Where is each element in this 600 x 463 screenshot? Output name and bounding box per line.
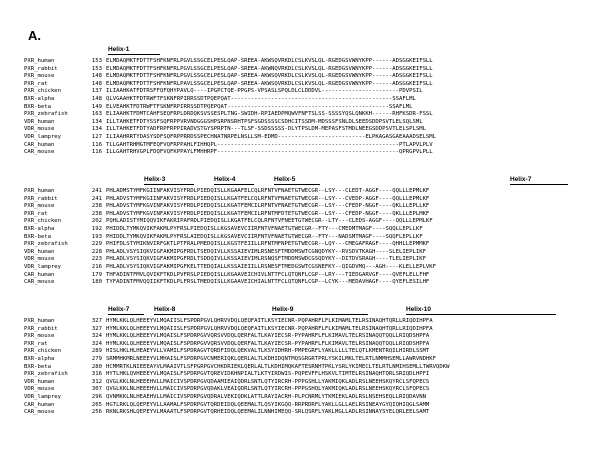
alignment-row xyxy=(24,203,584,211)
alignment-row xyxy=(24,341,584,349)
species-name: PXR_chicken xyxy=(24,88,62,95)
sequence: SRMMHKMRLNEEEYVLMHAISLFSPDRPGVCNMERIQKLQERLALTLKDHIDQNTMQSGRGRTPRLYSKILMKLTELRTLNMMHSEMLLAWRVNDHKF xyxy=(106,355,437,362)
sequence: TYFADINTFMVQQIIKFTKDLPLFRSLTMEDQISLLKGAAVEICHIALNTTFCLQTQNFLCGP--LCYK---MEDAVHAGF----QYEFLESILHF xyxy=(106,279,430,286)
alignment-block xyxy=(24,176,584,287)
alignment-row xyxy=(24,333,584,341)
residue-number: 148 xyxy=(91,95,102,102)
residue-number: 202 xyxy=(91,218,102,225)
helix-bar xyxy=(154,314,200,315)
helix-label xyxy=(144,176,194,185)
species-name: PXR_mouse xyxy=(24,333,55,340)
residue-number: 241 xyxy=(91,188,102,194)
residue-number: 216 xyxy=(91,263,102,270)
helix-bar xyxy=(510,184,568,185)
sequence: HYTLHKLQVHEEEYVLMQAISLFSPDRPGVTQREVIDKHNPIALTLKTYIRDWIS-PQPEVFFLHSKVLTIMTELRSINAQHTQRLSRIQDLHPFI xyxy=(106,371,430,378)
alignment-row xyxy=(24,279,584,287)
residue-number: 116 xyxy=(91,149,102,156)
alignment-row xyxy=(24,142,584,150)
sequence: ILIAAHRRTYDASYSDFSQFRPPRRDSSPECHNATNRPELNSLLSM-EDMD--------------------------ELPKAGASGAEAAADSELSML xyxy=(106,133,437,140)
helix-label xyxy=(272,306,368,315)
residue-number: 296 xyxy=(91,393,102,400)
helix-label xyxy=(214,176,254,185)
species-name: BXR-beta xyxy=(24,103,51,110)
alignment-row xyxy=(24,371,584,379)
species-name: PXR_mouse xyxy=(24,73,55,80)
sequence: PHLADLVSYSIQKVIGFAKMIPGFRDLTSDDQIVLLKSSAIEVIMLRSNQSFTMDDMSWDCGSQDYKY--DITDVSRAGH----TLELIEPLIKF xyxy=(106,256,426,263)
species-name: PXR_zebrafish xyxy=(24,241,68,248)
alignment-row xyxy=(24,264,584,272)
species-name: PXR_chicken xyxy=(24,348,62,355)
species-name: BXR-beta xyxy=(24,233,51,240)
sequence: ILIAAHKATFDTRSFFQFQHYPAVLQ----IPGPCTQE-PPGPS-VPSASLSPQLDLCLDDDVL-----------------------PDVPSIL xyxy=(106,88,423,95)
alignment-row xyxy=(24,379,584,387)
residue-number: 327 xyxy=(91,318,102,324)
helix-label-text: Helix-7 xyxy=(108,306,130,313)
alignment-row xyxy=(24,111,584,119)
residue-number: 324 xyxy=(91,333,102,340)
sequence: PHLADLVSYSIQKVIGFAKMIPGFKELTTEDQIALLKSSAIEIILLRSNESFTMEDGSWTCGSNEFKY--QIGDVMQ---AGH----KLELLEPLVKF xyxy=(106,263,437,270)
residue-number: 316 xyxy=(91,371,102,378)
helix-label-text: Helix-8 xyxy=(154,306,176,313)
residue-number: 153 xyxy=(91,65,102,72)
alignment-row xyxy=(24,326,584,334)
sequence: HYMLKKLQLHEEEYVLMQAIISLFSPDRPGVLQHRVVDQLQEQFAITLKSYIECNR-PQPAHRFLFLKIMAMLTELRSINAQHTQRLLRIQDIHPFA xyxy=(106,318,433,324)
residue-number: 137 xyxy=(91,88,102,95)
sequence: ILLTAHKETFDTYADFRPFRPPIRADVSTGYSPRPTN---TLSF-SSDSSSSS-DLYTPSLDM-MEPASFSTMDLNEEGSDDPSVTLELSPLSML xyxy=(106,126,426,133)
helix-label-text: Helix-5 xyxy=(274,176,296,183)
residue-number: 223 xyxy=(91,256,102,263)
helix-bar xyxy=(272,314,368,315)
species-name: CAR_human xyxy=(24,141,55,148)
alignment-row xyxy=(24,402,584,410)
residue-number: 192 xyxy=(91,225,102,232)
helix-label xyxy=(510,176,568,185)
alignment-row xyxy=(24,234,584,242)
sequence: QVNMKKLNLHEAEHVLLMAICIVSPDRPGVQDRALVEKIQDKLATTLRAYIACRH-PLPCNRMLYTKMIEKLADLRSLNSEHSEQLLRIQDAVNN xyxy=(106,393,426,400)
sequence: PHLADMSTYMFKGIINFAKVISYFRDLPIEDQISLLKGAAFELCQLRFNTVFNAETGTWECGR--LSY---CLEDT-AGGF----QQLLLEPMLKF xyxy=(106,188,430,194)
alignment-row xyxy=(24,88,584,96)
helix-label xyxy=(406,306,556,315)
helix-label-text: Helix-1 xyxy=(108,46,130,53)
residue-number: 238 xyxy=(91,203,102,210)
species-name: PXR_zebrafish xyxy=(24,371,68,378)
alignment-row xyxy=(24,226,584,234)
alignment-row xyxy=(24,188,584,196)
sequence: PQHLADISTYMIQQVIKFAKRIPAFRDLPIEDQISLLKGATFELCQLRFNTVFNEETGTWECGR--LTY---CLEDS-AGGF----QQLLLEPMLKF xyxy=(106,218,433,225)
species-name: CAR_mouse xyxy=(24,279,55,286)
alignment-row xyxy=(24,126,584,134)
helix-bar xyxy=(406,314,556,315)
alignment-row xyxy=(24,386,584,394)
sequence: PHLADVSTYMFKGVINFAKVISYFRDLPIEDQISLLKGATFEMCILRFNTVFNAETGTWECGR--LSY---CFEDP-NGGF----QKLLLEPLLKF xyxy=(106,203,430,210)
species-name: VDR_mouse xyxy=(24,386,55,393)
alignment-row xyxy=(24,73,584,81)
alignment-row xyxy=(24,364,584,372)
species-name: BXR-alpha xyxy=(24,355,55,362)
species-name: PXR_rabbit xyxy=(24,325,58,332)
alignment-row xyxy=(24,196,584,204)
sequence: ELIAAHKTFDMTCAHFSEQFRPLDRDQKSVSSESPLTNG-SWIDH-RPIAEDPMQWVFNFTSLSS-SSSSYQSLQNKKH------RHFKSDR-FSSL xyxy=(106,111,433,118)
sequence: HYMLKKLQLHEEEYVLMQAIISLFSPDRPGVLQHRVVDQLQEQFAITLKSYIECNR-PQPAHRFLFLKIMAMLTELRSINAQHTQRLLRIQDIHPFA xyxy=(106,325,433,332)
alignment-row xyxy=(24,134,584,142)
residue-number: 149 xyxy=(91,103,102,110)
residue-number: 229 xyxy=(91,241,102,248)
sequence: ELVEAHKTFDTRWFTFSKNFRPIRRSSDTPQEPQAT------------------------------------------------SSAFLML xyxy=(106,103,413,110)
species-name: VDR_mouse xyxy=(24,126,55,133)
helix-annotation-row xyxy=(24,46,584,58)
species-name: CAR_mouse xyxy=(24,409,55,416)
alignment-row xyxy=(24,249,584,257)
sequence: QVGLKKLNLHEEEHVLLMAICIVSPDRPGVQDAAMIEAIQDRLSNTLQTYIRCRH-PPPGSHLLYAKMIQKLADLRSLNEEHSKQYRCLSFQPECS xyxy=(106,378,430,385)
alignment-row xyxy=(24,318,584,326)
alignment-row xyxy=(24,211,584,219)
alignment-row xyxy=(24,241,584,249)
alignment-row xyxy=(24,218,584,226)
sequence: PHLADVSTYMFKGVINFAKVISYFRDLPIEDQISLLKGATFEMCILRFNTMFDTETGTWECGR--LSY---CFEDP-NGGF----QKLLLEPLMKF xyxy=(106,210,430,217)
sequence: ILLGAHTRHVGPLFDQFVQFKPPAYLFMHHRPF------------------------------------------------------QPRGPVLPLL xyxy=(106,149,433,156)
residue-number: 289 xyxy=(91,348,102,355)
residue-number: 280 xyxy=(91,363,102,370)
helix-label xyxy=(154,306,200,315)
residue-number: 180 xyxy=(91,279,102,286)
alignment-block xyxy=(24,46,584,157)
helix-bar xyxy=(144,184,194,185)
sequence: QLVGAAHKTFDTRWFTFSKNFRPIRRSSDTPQEPQAT------------------------------------------------SSAFLML xyxy=(106,95,416,102)
residue-number: 148 xyxy=(91,73,102,80)
residue-number: 327 xyxy=(91,325,102,332)
residue-number: 134 xyxy=(91,126,102,133)
residue-number: 163 xyxy=(91,111,102,118)
alignment-row xyxy=(24,356,584,364)
helix-label xyxy=(108,46,160,55)
sequence: ELMDAQMKTFDTTFSHFKNFRLPGVLSSGCELPESLQAP-SREEA-AKWNQVRKDLCSLKVSLQL-RGEDGSVWNYKPP------ADSGGKEIFSLL xyxy=(106,65,433,72)
sequence: THFADINTFMVLQVIKFTKDLPVFRSLPIEDQISLLKGAAVEICHIVLNTTFCLQTQNFLCGP--LRY---TIEDGARVGF----QVEFLELLFHF xyxy=(106,271,430,278)
species-name: PXR_rat xyxy=(24,210,48,217)
sequence: ELMDAQMKTFDTTFSHFKNFRLPAVLSSGCELPESLQAP-SREEA-AKWSQVRKDLCSLKVSLQL-RGEDGSVWNYKPP------ADSGGKEIFSLL xyxy=(106,80,433,87)
species-name: PXR_rabbit xyxy=(24,65,58,72)
helix-bar xyxy=(274,184,320,185)
residue-number: 134 xyxy=(91,118,102,125)
species-name: PXR_chicken xyxy=(24,218,62,225)
alignment-block xyxy=(24,306,584,417)
residue-number: 193 xyxy=(91,233,102,240)
residue-number: 241 xyxy=(91,195,102,202)
alignment-row xyxy=(24,256,584,264)
species-name: PXR_rat xyxy=(24,340,48,347)
sequence: ELMDAQMKTFDTTFSHFKNFRLPGVLSSGCELPESLQAP-SREEA-AKWSQVRKDLCSLKVSLQL-RGEDGSVWNYKPP------ADSGGKEIFSLL xyxy=(106,73,433,80)
species-name: VDR_human xyxy=(24,378,55,385)
residue-number: 179 xyxy=(91,271,102,278)
helix-label-text: Helix-3 xyxy=(144,176,166,183)
species-name: PXR_human xyxy=(24,318,55,324)
helix-annotation-row xyxy=(24,306,584,318)
helix-label-text: Helix-4 xyxy=(214,176,236,183)
sequence: TLLGAHTRHMGTMFEQFVQFRPPAHLFIHHQPL------------------------------------------------------PTLAPVLPLV xyxy=(106,141,433,148)
sequence: PHIFDLSTYMIKNVIRFGKTLPTFRALPMEDQISLLKGSTFEIILLRFNTMFNPETGTWECGR--LQY---CMEGAFRAGF----QHHLLEPMMKF xyxy=(106,241,430,248)
species-name: PXR_zebrafish xyxy=(24,111,68,118)
helix-label xyxy=(274,176,320,185)
species-name: PXR_human xyxy=(24,58,55,64)
species-name: BXR-alpha xyxy=(24,95,55,102)
species-name: VDR_human xyxy=(24,248,55,255)
sequence: HYMLKKLQLHEEEYVLMQAISLFSPDRPGVVQRSVVDQLQERFALTLKAYIECSR-PYPAHRFLFLKIMAVLTELRSINAQQTQQLLRIQDSHPFA xyxy=(106,340,430,347)
alignment-row xyxy=(24,272,584,280)
species-name: PXR_mouse xyxy=(24,203,55,210)
residue-number: 256 xyxy=(91,409,102,416)
residue-number: 324 xyxy=(91,340,102,347)
sequence: PHLADLVSYSIQKVIGFAKMIPGFRDLTSEDQIVLLKSSAIEVIMLRSNESFTMDDMSWTCGNQDYKY--RVSDVTKAGH----SLELIEPLIKF xyxy=(106,248,426,255)
residue-number: 238 xyxy=(91,210,102,217)
alignment-row xyxy=(24,409,584,417)
alignment-row xyxy=(24,149,584,157)
species-name: VDR_lamprey xyxy=(24,263,62,270)
residue-number: 228 xyxy=(91,248,102,255)
helix-label-text: Helix-9 xyxy=(272,306,294,313)
species-name: VDR_human xyxy=(24,118,55,125)
alignment-row xyxy=(24,58,584,66)
alignment-row xyxy=(24,81,584,89)
sequence: RKNLRKSHLQEPEYVLMAAATLFSPDRPGVTQRHEIDQLQEEMALILNNHIMEQQ-SRLQSRFLYAKLMGLLADLRSINNAYSYELQRLEELSAMT xyxy=(106,409,430,416)
species-name: CAR_mouse xyxy=(24,149,55,156)
sequence: PHIDDLTYMKQVIKFAKMLPYFRSLAIEDQISLLKGSAVEVCIIRFNTVFNAETGTWECGR--FTY---NADSMTMAGF----SQQFLEPLLKF xyxy=(106,233,423,240)
residue-number: 312 xyxy=(91,378,102,385)
species-name: PXR_rabbit xyxy=(24,195,58,202)
residue-number: 153 xyxy=(91,58,102,64)
species-name: VDR_lamprey xyxy=(24,133,62,140)
residue-number: 307 xyxy=(91,386,102,393)
sequence: QVGLKKLNLHEEEHVLLMAICIVSPDRPGVQDAKLVEAIQDRLSNTLQTYIRCRH-PPPGSHQLYAKMIQKLADLRSLNEEHSKQYRCLSFQPECS xyxy=(106,386,430,393)
helix-bar xyxy=(108,314,144,315)
panel-label: A. xyxy=(28,28,41,43)
helix-label-text: Helix-10 xyxy=(406,306,431,313)
residue-number: 265 xyxy=(91,401,102,408)
residue-number: 148 xyxy=(91,80,102,87)
residue-number: 116 xyxy=(91,141,102,148)
residue-number: 279 xyxy=(91,355,102,362)
helix-label xyxy=(108,306,144,315)
alignment-row xyxy=(24,96,584,104)
helix-bar xyxy=(108,54,160,55)
sequence: ILLTAHKETFDTYSSFSQFRPPVRVNDGGGSHPSRPNSRHTPSFSGDSSSSCSDHCITSSDM-MDSSSFSNLDLSEEDSDDPSVTLELSQLSML xyxy=(106,118,423,125)
alignment-row xyxy=(24,104,584,112)
species-name: VDR_mouse xyxy=(24,256,55,263)
species-name: PXR_rat xyxy=(24,80,48,87)
alignment-row xyxy=(24,394,584,402)
helix-bar xyxy=(214,184,254,185)
sequence: PHLADVSTYMFKGIINFAKVISYFRDLPIEDQISLLKGATFELCQLRFNTVFNAETGTWECGR--LSY---CVEDP-AGGF----QQLLLEPMLKF xyxy=(106,195,430,202)
helix-annotation-row xyxy=(24,176,584,188)
species-name: CAR_human xyxy=(24,401,55,408)
sequence: ELMDAQMKTFDTTFSHFKNFRLPGVLSSGCELPESLQAP-SREEA-AKWSQVRKDLCSLKVSLQL-RGEDGSVWNYKPP------ADSGGKEIFSLL xyxy=(106,58,433,64)
sequence: PHIDDLTYMKQVIKFAKMLPYFRSLPIEDQISLLKGSAVEVCIIRFNTVFNAETGTWECGR--FTY---CMEDMTMAGF----SQQLLEPLLKF xyxy=(106,225,423,232)
species-name: PXR_human xyxy=(24,188,55,194)
sequence: HYMLKKLQLHEEEYVLMQAISLFSPDRPGVVQRSVVDQLQERFALTLKAYIECSR-PYPAHRFLFLKIMAVLTELRSINAQQTQQLLRIQDSHPFA xyxy=(106,333,430,340)
helix-label-text: Helix-7 xyxy=(510,176,532,183)
sequence: HISLHKLHLHEAEYVLLVAMILFSPDRAGVTQRDFIDQLQEKVALTLKSYIDHRH-PMPEGRFLYAKLLLLLTELQTLKMENTRQILHIRDLSSMT xyxy=(106,348,430,355)
species-name: BXR-beta xyxy=(24,363,51,370)
alignment-row xyxy=(24,348,584,356)
sequence: HCMMRTKLNIEEEAYVLMAAIVTLSFPGRPGVCHKDRIEKLQERLALTLKDHIMQKAFTESRNHTPKLYSRLYKIMECLTELRTLNMIHSEMLLTWRVQDKW xyxy=(106,363,450,370)
alignment-row xyxy=(24,66,584,74)
sequence: HGTLRKLQLQEPEYVLLAAMALFSPDRPGVTQRDEIDQLQEEMALTLQSYIKGQQ-RRPRDRFLYAKLLGLLAELRSINEAYGYQIQHIQGLSAMM xyxy=(106,401,430,408)
residue-number: 127 xyxy=(91,133,102,140)
species-name: CAR_human xyxy=(24,271,55,278)
species-name: VDR_lamprey xyxy=(24,393,62,400)
species-name: BXR-alpha xyxy=(24,225,55,232)
alignment-row xyxy=(24,119,584,127)
